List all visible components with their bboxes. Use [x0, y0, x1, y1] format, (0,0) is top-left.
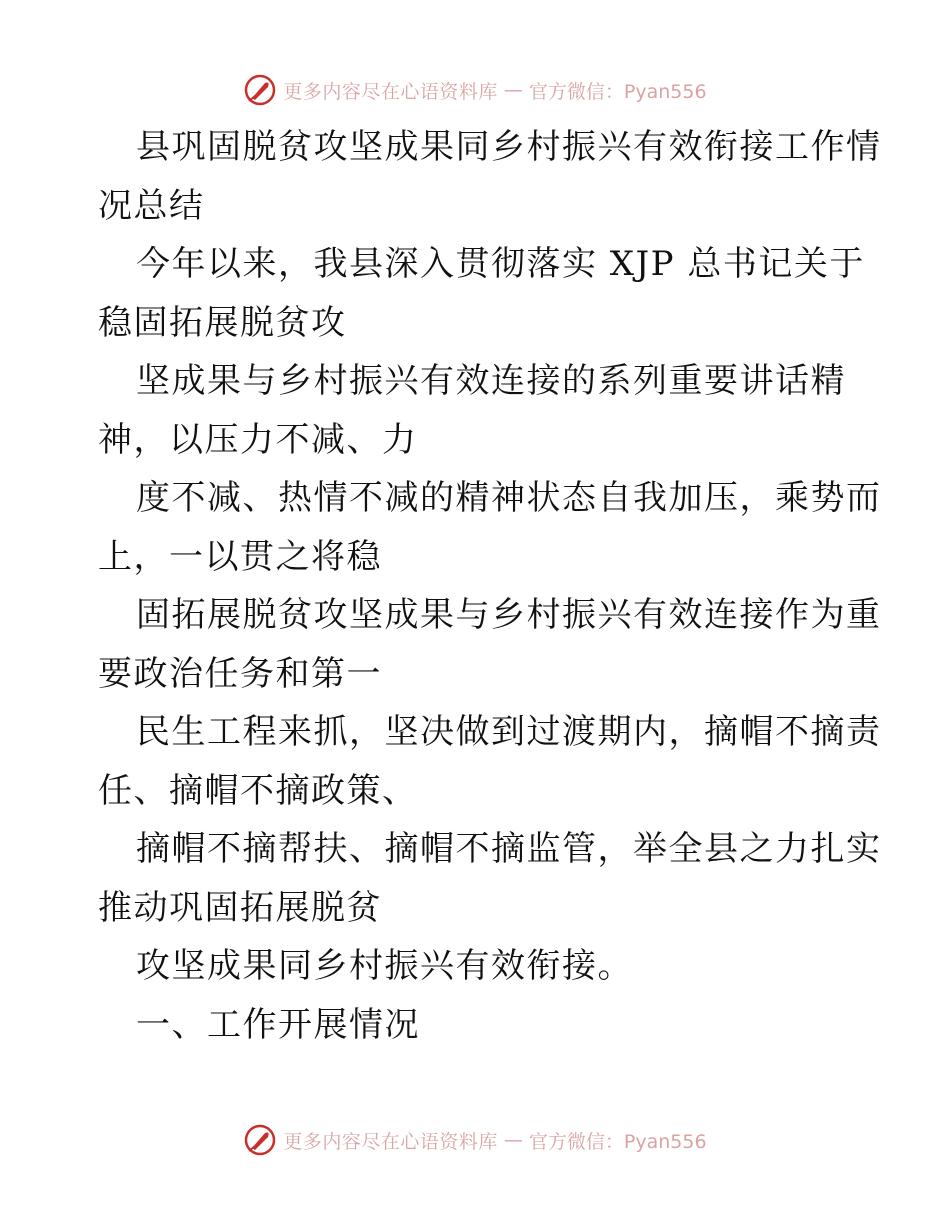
watermark-wechat-text: 官方微信：Pyan556: [528, 1130, 707, 1153]
document-line: 推动巩固拓展脱贫: [98, 887, 382, 928]
document-line: 任、摘帽不摘政策、: [98, 770, 418, 811]
document-line: 况总结: [98, 185, 205, 226]
watermark-dash: —: [503, 1129, 523, 1151]
document-body: [98, 118, 882, 1054]
watermark-wechat-text: 官方微信：Pyan556: [528, 80, 707, 103]
watermark-brand-text: 更多内容尽在心语资料库: [283, 80, 498, 103]
feather-pen-logo-icon: [243, 1123, 277, 1157]
document-line: 摘帽不摘帮扶、摘帽不摘监管，举全县之力扎实: [136, 829, 882, 869]
header-watermark: [0, 70, 950, 110]
feather-pen-logo-icon: [243, 73, 277, 107]
document-line: 度不减、热情不减的精神状态自我加压，乘势而: [136, 478, 882, 518]
document-line: 要政治任务和第一: [98, 653, 382, 694]
document-line: 民生工程来抓，坚决做到过渡期内，摘帽不摘责: [136, 712, 882, 752]
document-line: 神，以压力不减、力: [98, 419, 418, 460]
document-line: 今年以来，我县深入贯彻落实 XJP 总书记关于: [136, 244, 865, 284]
document-line: 固拓展脱贫攻坚成果与乡村振兴有效连接作为重: [136, 595, 882, 635]
watermark-brand-text: 更多内容尽在心语资料库: [283, 1130, 498, 1153]
footer-watermark: [0, 1120, 950, 1160]
document-line: 上，一以贯之将稳: [98, 536, 382, 577]
watermark-dash: —: [503, 79, 523, 101]
document-line: 一、工作开展情况: [136, 1004, 420, 1045]
document-line: 坚成果与乡村振兴有效连接的系列重要讲话精: [136, 361, 846, 401]
document-line: 县巩固脱贫攻坚成果同乡村振兴有效衔接工作情: [136, 127, 882, 167]
document-line: 攻坚成果同乡村振兴有效衔接。: [136, 946, 633, 986]
document-line: 稳固拓展脱贫攻: [98, 302, 347, 343]
